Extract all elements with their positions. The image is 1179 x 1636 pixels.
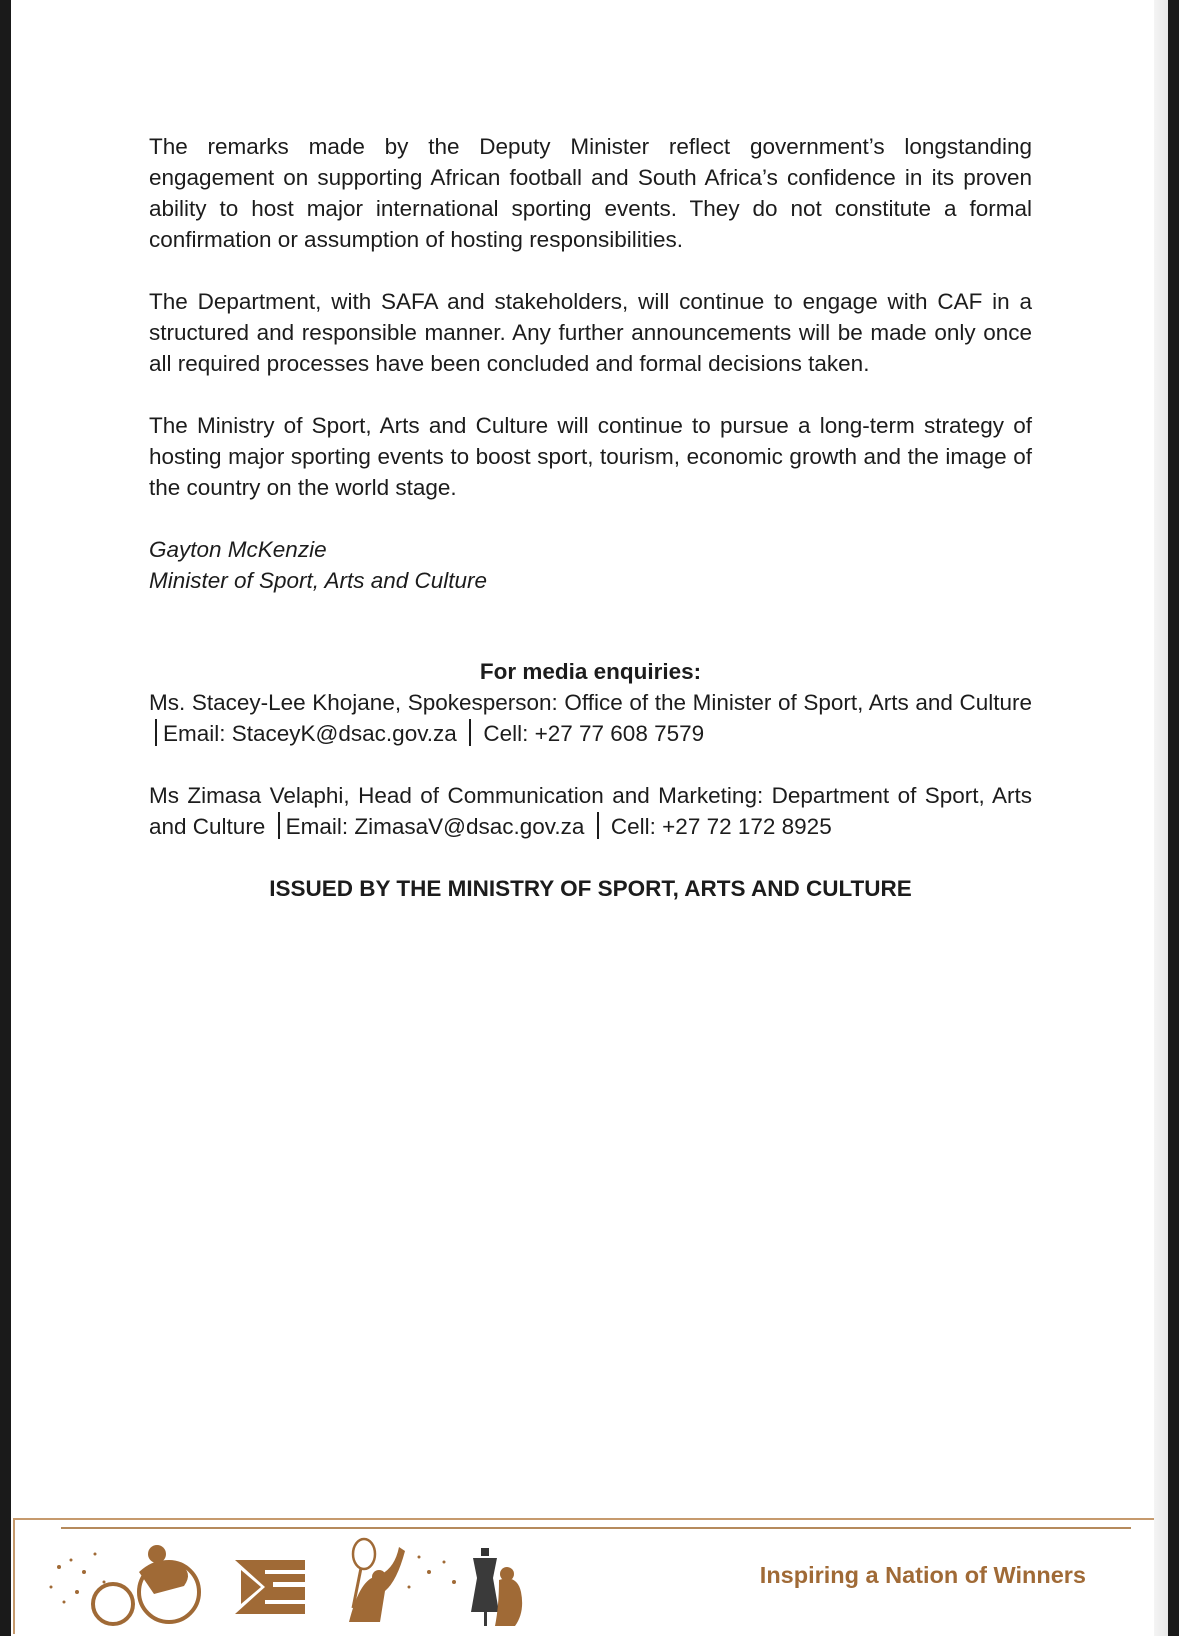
media-enquiries-heading: For media enquiries: <box>479 659 702 684</box>
document-page <box>11 0 1168 1636</box>
footer-divider <box>61 1527 1131 1529</box>
separator <box>278 812 280 839</box>
separator <box>469 719 471 746</box>
separator <box>597 812 599 839</box>
separator <box>155 719 157 746</box>
signature-name: Gayton McKenzie <box>149 537 327 562</box>
paragraph-remarks: The remarks made by the Deputy Minister reflect government’s longstanding engagement on supporting African football and South Africa’s confidence in its proven ability to host major international sporting events. They do not constitute a formal confirmation or assumption of hosting responsibilities. <box>149 134 1032 252</box>
contact-email[interactable]: Email: StaceyK@dsac.gov.za <box>163 721 457 746</box>
wheelchair-athlete-icon <box>93 1545 199 1624</box>
paragraph-department: The Department, with SAFA and stakeholders, will continue to engage with CAF in a structured and responsible manner. Any further announcements will be made only once all required processes have been concluded and formal decisions taken. <box>149 289 1032 376</box>
flag-icon <box>235 1560 305 1614</box>
footer-banner <box>13 1518 1166 1634</box>
sport-arts-culture-icons <box>29 1532 549 1632</box>
paragraph-ministry: The Ministry of Sport, Arts and Culture will continue to pursue a long-term strategy of hosting major sporting events to boost sport, tourism, economic growth and the image of the country on the world stage. <box>149 413 1032 500</box>
contact-name: Ms Zimasa Velaphi, Head of Communication and Marketing: Department of Sport, Arts and Culture <box>149 783 1032 839</box>
tennis-player-icon <box>349 1539 405 1622</box>
contact-head-communication <box>149 780 1032 842</box>
issued-by: ISSUED BY THE MINISTRY OF SPORT, ARTS AND CULTURE <box>269 876 912 901</box>
contact-name: Ms. Stacey-Lee Khojane, Spokesperson: Office of the Minister of Sport, Arts and Culture <box>149 690 1032 715</box>
signature-title: Minister of Sport, Arts and Culture <box>149 568 488 593</box>
document-body <box>149 131 1032 904</box>
contact-cell: Cell: +27 72 172 8925 <box>610 814 832 839</box>
page-edge <box>1154 0 1168 1636</box>
mannequin-icon <box>471 1548 522 1626</box>
footer-tagline: Inspiring a Nation of Winners <box>759 1562 1086 1588</box>
contact-email[interactable]: Email: ZimasaV@dsac.gov.za <box>285 814 585 839</box>
contact-spokesperson <box>149 687 1032 749</box>
contact-cell: Cell: +27 77 608 7579 <box>483 721 705 746</box>
